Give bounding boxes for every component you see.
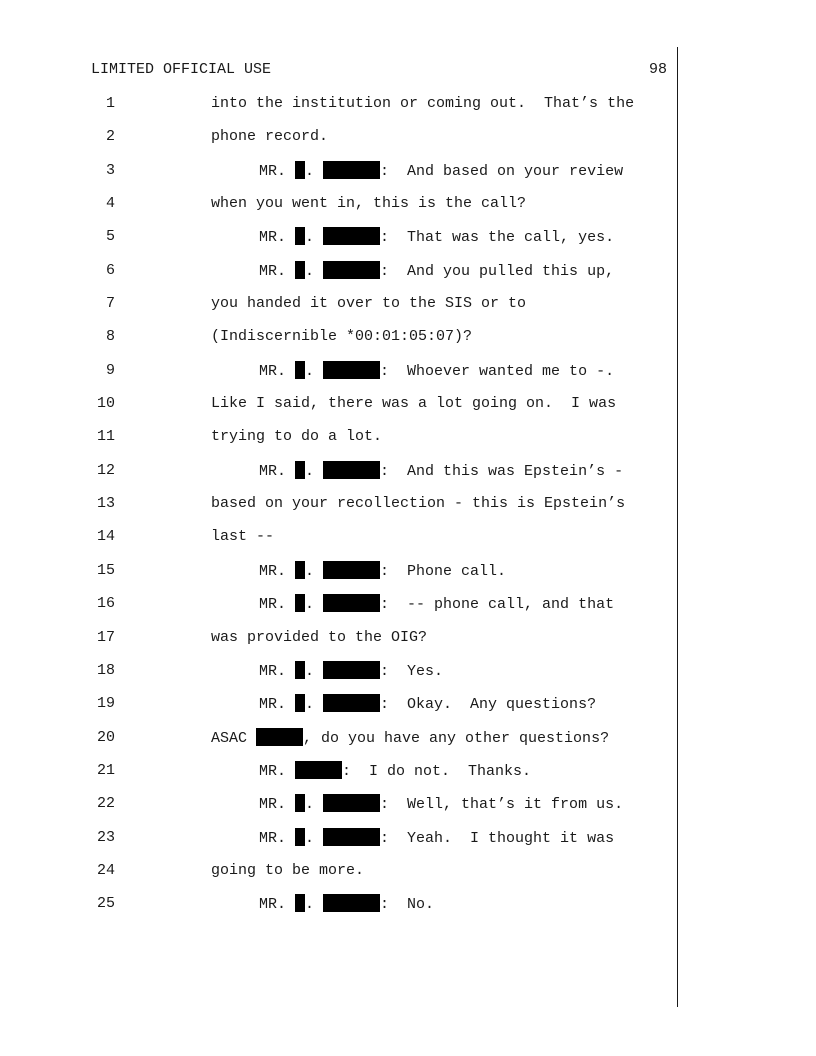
transcript-line	[0, 194, 816, 227]
line-number: 19	[96, 695, 115, 713]
line-number: 4	[105, 195, 115, 213]
line-text-segment: : No.	[380, 896, 435, 914]
redaction-box	[295, 794, 305, 812]
line-text	[211, 628, 427, 648]
line-text-segment: .	[305, 562, 324, 580]
line-text-segment: MR.	[259, 762, 296, 780]
transcript-line	[0, 94, 816, 127]
line-text	[211, 861, 364, 881]
line-text	[259, 794, 623, 815]
line-text-segment: : Whoever wanted me to -.	[380, 362, 615, 380]
line-text-segment: when you went in, this is the call?	[211, 195, 527, 213]
transcript-line	[0, 427, 816, 460]
line-number: 17	[96, 628, 115, 646]
transcript-line	[0, 694, 816, 727]
line-text	[211, 294, 526, 314]
line-text-segment: last --	[211, 528, 275, 546]
transcript-line	[0, 461, 816, 494]
redaction-box	[295, 561, 305, 579]
line-number: 12	[96, 461, 115, 479]
line-text-segment: MR.	[259, 896, 296, 914]
transcript-line	[0, 527, 816, 560]
line-text	[211, 194, 526, 214]
line-number: 14	[96, 528, 115, 546]
line-text-segment: : Well, that’s it from us.	[380, 796, 624, 814]
line-number: 18	[96, 661, 115, 679]
line-text	[259, 561, 506, 582]
transcript-line	[0, 828, 816, 861]
line-text-segment: .	[305, 262, 324, 280]
document-marking: LIMITED OFFICIAL USE	[91, 61, 272, 78]
line-text-segment: MR.	[259, 796, 296, 814]
line-number: 6	[105, 261, 115, 279]
line-number: 25	[96, 895, 115, 913]
transcript-line	[0, 894, 816, 927]
line-number: 10	[96, 395, 115, 413]
line-number: 11	[96, 428, 115, 446]
line-number: 24	[96, 861, 115, 879]
redaction-box	[295, 661, 305, 679]
line-text-segment: .	[305, 596, 324, 614]
line-text	[259, 694, 596, 715]
line-text-segment: MR.	[259, 829, 296, 847]
line-text-segment: : That was the call, yes.	[380, 229, 615, 247]
transcript-line	[0, 261, 816, 294]
line-text-segment: MR.	[259, 696, 296, 714]
line-text-segment: .	[305, 662, 324, 680]
line-text-segment: MR.	[259, 262, 296, 280]
redaction-box	[323, 794, 380, 812]
transcript-line	[0, 661, 816, 694]
line-text	[211, 327, 472, 347]
line-text-segment: .	[305, 462, 324, 480]
line-text-segment: : And this was Epstein’s -	[380, 462, 624, 480]
redaction-box	[256, 728, 303, 746]
line-text-segment: MR.	[259, 462, 296, 480]
transcript-line	[0, 494, 816, 527]
transcript-line	[0, 561, 816, 594]
redaction-box	[323, 694, 380, 712]
line-text-segment: .	[305, 696, 324, 714]
line-text	[211, 427, 382, 447]
line-number: 1	[105, 95, 115, 112]
line-text-segment: MR.	[259, 596, 296, 614]
redaction-box	[323, 894, 380, 912]
line-number: 7	[105, 295, 115, 313]
line-text	[259, 661, 443, 682]
line-text-segment: phone record.	[211, 128, 329, 146]
redaction-box	[323, 461, 380, 479]
redaction-box	[323, 227, 380, 245]
line-text-segment: : And based on your review	[380, 162, 624, 180]
redaction-box	[295, 461, 305, 479]
transcript-line	[0, 728, 816, 761]
line-text-segment: : -- phone call, and that	[380, 596, 615, 614]
line-text-segment: trying to do a lot.	[211, 428, 383, 446]
line-text-segment: (Indiscernible *00:01:05:07)?	[211, 328, 473, 346]
line-text-segment: : Okay. Any questions?	[380, 696, 597, 714]
transcript-line	[0, 294, 816, 327]
redaction-box	[323, 361, 380, 379]
line-text-segment: , do you have any other questions?	[303, 729, 610, 747]
line-text-segment: Like I said, there was a lot going on. I was	[211, 395, 617, 413]
line-text-segment: : And you pulled this up,	[380, 262, 615, 280]
line-number: 3	[105, 161, 115, 179]
line-text	[259, 227, 614, 248]
line-text	[259, 828, 614, 849]
redaction-box	[295, 828, 305, 846]
line-text-segment: based on your recollection - this is Epstein’s	[211, 495, 626, 513]
redaction-box	[295, 594, 305, 612]
line-text	[211, 94, 634, 114]
line-number: 13	[96, 495, 115, 513]
page-number: 98	[648, 61, 667, 78]
transcript-line	[0, 794, 816, 827]
line-text	[259, 461, 623, 482]
redaction-box	[323, 828, 380, 846]
line-text-segment: .	[305, 162, 324, 180]
line-text-segment: going to be more.	[211, 861, 365, 879]
line-number: 21	[96, 761, 115, 779]
redaction-box	[295, 227, 305, 245]
line-number: 2	[105, 128, 115, 146]
transcript-line	[0, 761, 816, 794]
redaction-box	[295, 361, 305, 379]
line-text-segment: .	[305, 229, 324, 247]
line-text	[259, 161, 623, 182]
transcript-line	[0, 594, 816, 627]
line-text-segment: MR.	[259, 662, 296, 680]
line-number: 16	[96, 595, 115, 613]
line-text-segment: .	[305, 896, 324, 914]
line-text	[259, 261, 614, 282]
redaction-box	[323, 161, 380, 179]
transcript-line	[0, 394, 816, 427]
transcript-body	[0, 94, 816, 928]
line-text-segment: : Yeah. I thought it was	[380, 829, 615, 847]
transcript-line	[0, 127, 816, 160]
line-text-segment: ASAC	[211, 729, 257, 747]
line-number: 15	[96, 561, 115, 579]
line-text	[211, 527, 274, 547]
line-text	[259, 361, 614, 382]
redaction-box	[323, 594, 380, 612]
transcript-line	[0, 861, 816, 894]
line-number: 22	[96, 795, 115, 813]
line-text-segment: : Phone call.	[380, 562, 507, 580]
line-number: 20	[96, 728, 115, 746]
transcript-line	[0, 361, 816, 394]
line-text-segment: : I do not. Thanks.	[342, 762, 532, 780]
line-number: 23	[96, 828, 115, 846]
line-text-segment: .	[305, 829, 324, 847]
line-text-segment: MR.	[259, 162, 296, 180]
line-text	[259, 761, 531, 782]
redaction-box	[295, 894, 305, 912]
line-text-segment: MR.	[259, 362, 296, 380]
line-text-segment: you handed it over to the SIS or to	[211, 295, 527, 313]
line-text-segment: MR.	[259, 562, 296, 580]
redaction-box	[323, 561, 380, 579]
redaction-box	[295, 161, 305, 179]
line-text	[211, 127, 328, 147]
line-text	[211, 728, 609, 749]
line-text-segment: MR.	[259, 229, 296, 247]
line-number: 8	[105, 328, 115, 346]
line-text-segment: .	[305, 796, 324, 814]
transcript-line	[0, 161, 816, 194]
line-text-segment: was provided to the OIG?	[211, 628, 428, 646]
redaction-box	[323, 261, 380, 279]
line-text-segment: .	[305, 362, 324, 380]
redaction-box	[295, 761, 342, 779]
redaction-box	[323, 661, 380, 679]
line-number: 5	[105, 228, 115, 246]
line-text	[211, 394, 616, 414]
line-text	[211, 494, 625, 514]
transcript-line	[0, 628, 816, 661]
redaction-box	[295, 261, 305, 279]
transcript-line	[0, 227, 816, 260]
line-text	[259, 894, 434, 915]
line-text-segment: into the institution or coming out. That’s the	[211, 95, 635, 112]
line-number: 9	[105, 361, 115, 379]
redaction-box	[295, 694, 305, 712]
line-text	[259, 594, 614, 615]
transcript-line	[0, 327, 816, 360]
line-text-segment: : Yes.	[380, 662, 444, 680]
